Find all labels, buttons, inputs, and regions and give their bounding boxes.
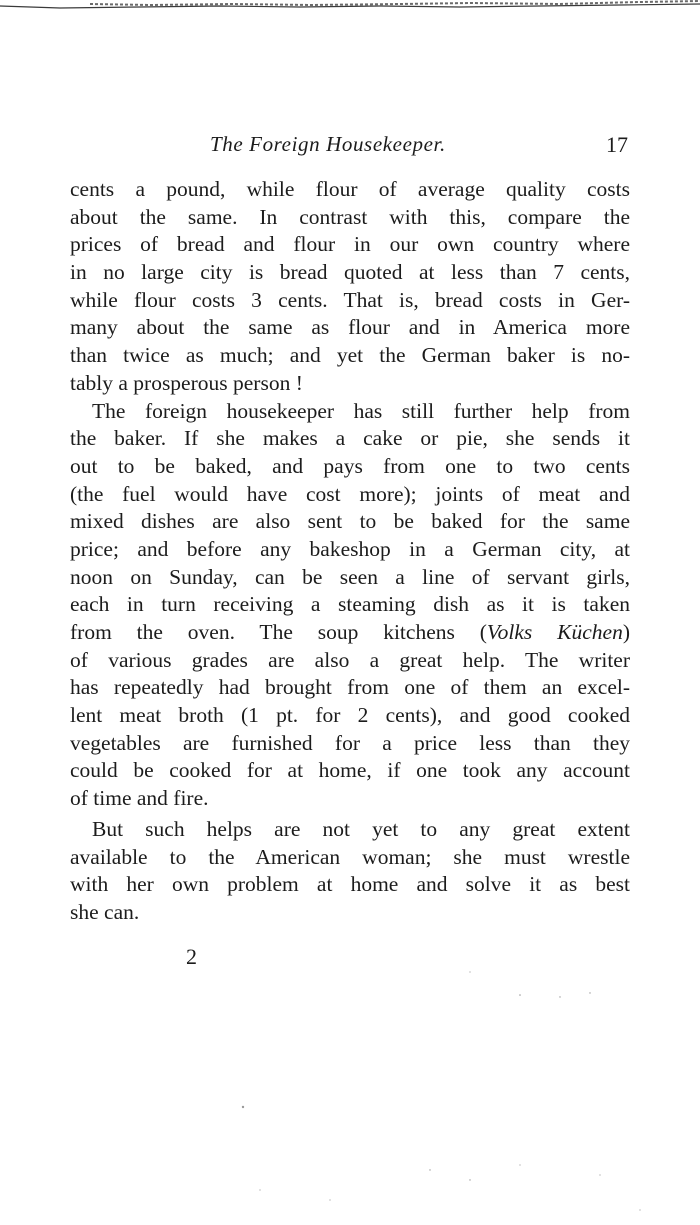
text-line: noon on Sunday, can be seen a line of servant girls, <box>70 564 630 589</box>
text-line: about the same. In contrast with this, compare the <box>70 204 630 229</box>
running-header <box>70 128 630 162</box>
paragraph <box>70 398 630 813</box>
paragraph <box>70 816 630 927</box>
text-fragment: from the oven. The soup kitchens ( <box>70 620 487 644</box>
text-line: of various grades are also a great help. The writer <box>70 647 630 672</box>
text-line: out to be baked, and pays from one to two cents <box>70 453 630 478</box>
text-line: while flour costs 3 cents. That is, bread costs in Ger- <box>70 287 630 312</box>
text-line: vegetables are furnished for a price less than they <box>70 730 630 755</box>
paragraph <box>70 176 630 398</box>
text-line: tably a prosperous person ! <box>70 370 303 395</box>
text-line: prices of bread and flour in our own country where <box>70 232 630 257</box>
text-line: than twice as much; and yet the German baker is no- <box>70 343 630 368</box>
text-line: (the fuel would have cost more); joints of meat and <box>70 481 630 506</box>
text-line: each in turn receiving a steaming dish as it is taken <box>70 592 630 617</box>
text-line: the baker. If she makes a cake or pie, she sends it <box>70 426 630 451</box>
text-line: price; and before any bakeshop in a German city, at <box>70 536 630 561</box>
body-text <box>70 176 630 927</box>
text-line: in no large city is bread quoted at less than 7 cents, <box>70 260 630 285</box>
signature-mark: 2 <box>186 944 197 969</box>
text-line: But such helps are not yet to any great extent <box>92 816 630 841</box>
running-title: The Foreign Housekeeper. <box>210 132 446 156</box>
text-line: many about the same as flour and in America more <box>70 315 630 340</box>
top-edge-scan-mark <box>0 0 700 14</box>
text-line-with-italic-term <box>70 619 630 647</box>
italic-term: Volks Küchen <box>486 620 623 644</box>
text-line: has repeatedly had brought from one of them an excel- <box>70 675 630 700</box>
text-line: of time and fire. <box>70 786 209 811</box>
text-line: cents a pound, while flour of average quality costs <box>70 177 630 201</box>
text-line: with her own problem at home and solve it as best <box>70 872 630 897</box>
text-line: available to the American woman; she must wrestle <box>70 844 630 869</box>
text-line: she can. <box>70 899 140 924</box>
text-line: The foreign housekeeper has still further help from <box>92 398 630 423</box>
text-line: mixed dishes are also sent to be baked for the same <box>70 509 630 534</box>
text-line: could be cooked for at home, if one took any account <box>70 758 630 783</box>
page-number: 17 <box>606 132 628 157</box>
text-fragment: ) <box>622 620 630 644</box>
text-line: lent meat broth (1 pt. for 2 cents), and good cooked <box>70 703 630 728</box>
